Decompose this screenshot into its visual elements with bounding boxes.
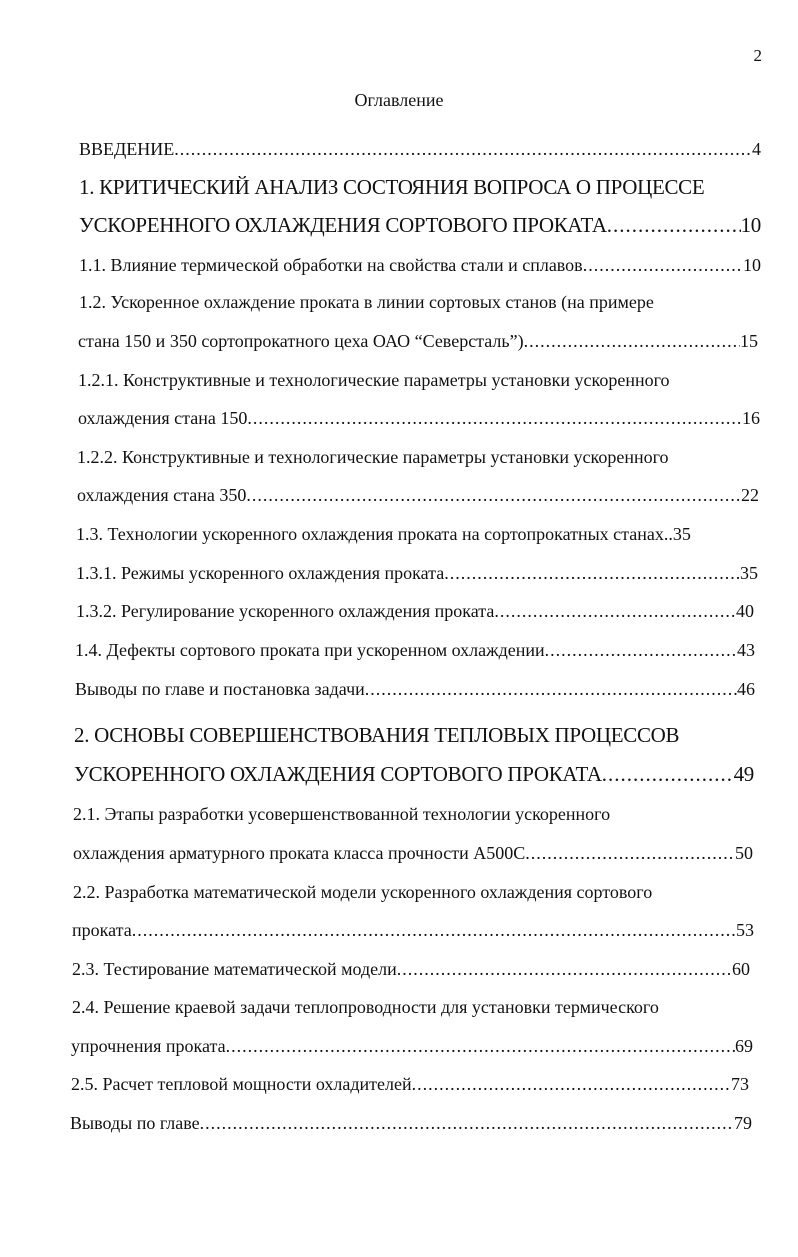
toc-entry-page: 16 xyxy=(742,408,760,428)
toc-entry-page: 35 xyxy=(672,524,691,544)
toc-entry-text: 1.4. Дефекты сортового проката при ускоренном охлаждении xyxy=(75,640,545,660)
toc-entry-text: 1.3.1. Режимы ускоренного охлаждения проката xyxy=(76,563,445,583)
toc-entry-page: 10 xyxy=(740,213,761,237)
toc-leader-dots xyxy=(365,677,737,701)
toc-entry[interactable] xyxy=(72,957,750,981)
toc-entry-page: 35 xyxy=(740,563,758,583)
toc-entry[interactable] xyxy=(76,599,754,623)
toc-entry-text: 1.3.2. Регулирование ускоренного охлаждения проката xyxy=(76,601,495,621)
toc-entry[interactable] xyxy=(77,445,759,469)
toc-entry-page: 10 xyxy=(743,255,761,275)
toc-entry[interactable] xyxy=(75,677,755,701)
toc-entry[interactable] xyxy=(78,368,760,392)
toc-leader-dots xyxy=(200,1111,734,1135)
toc-entry-page: 60 xyxy=(732,959,750,979)
toc-leader-dots xyxy=(397,957,732,981)
toc-entry[interactable] xyxy=(79,137,761,161)
toc-entry-text: проката xyxy=(72,920,132,940)
toc-entry[interactable] xyxy=(71,1072,749,1096)
toc-entry-page: 40 xyxy=(736,601,754,621)
toc-entry-page: 15 xyxy=(740,331,758,351)
toc-entry[interactable] xyxy=(71,1034,753,1058)
toc-entry[interactable] xyxy=(73,802,755,826)
toc-leader-dots xyxy=(174,137,752,161)
toc-leader-dots xyxy=(226,1034,735,1058)
toc-leader-dots xyxy=(545,638,737,662)
toc-entry-text: 1.1. Влияние термической обработки на свойства стали и сплавов xyxy=(79,255,583,275)
toc-leader-dots xyxy=(247,406,742,430)
toc-entry-text: УСКОРЕННОГО ОХЛАЖДЕНИЯ СОРТОВОГО ПРОКАТА xyxy=(74,762,602,786)
toc-entry[interactable] xyxy=(74,723,756,747)
toc-leader-dots xyxy=(525,841,735,865)
toc-leader-dots xyxy=(602,762,734,786)
toc-entry-page: 43 xyxy=(737,640,755,660)
toc-entry[interactable] xyxy=(73,841,753,865)
toc-entry[interactable] xyxy=(79,213,761,237)
toc-leader-dots xyxy=(524,329,740,353)
toc-entry[interactable] xyxy=(79,175,761,199)
toc-entry-text: ВВЕДЕНИЕ xyxy=(79,139,175,159)
toc-entry[interactable] xyxy=(78,406,760,430)
toc-entry[interactable] xyxy=(78,329,758,353)
toc-entry-text: 2.4. Решение краевой задачи теплопроводности для установки термического xyxy=(72,997,659,1017)
toc-entry-text: охлаждения стана 350 xyxy=(77,485,247,505)
toc-entry[interactable] xyxy=(70,1111,752,1135)
toc-entry-page: 69 xyxy=(735,1036,753,1056)
toc-entry-text: 1.2.1. Конструктивные и технологические параметры установки ускоренного xyxy=(78,370,670,390)
toc-entry-text: Выводы по главе и постановка задачи xyxy=(75,679,365,699)
toc-entry-text: 2. ОСНОВЫ СОВЕРШЕНСТВОВАНИЯ ТЕПЛОВЫХ ПРОЦЕССОВ xyxy=(74,723,680,747)
toc-entry[interactable] xyxy=(79,290,761,314)
toc-leader-dots xyxy=(583,253,743,277)
toc-entry-page: 50 xyxy=(735,843,753,863)
toc-entry[interactable] xyxy=(76,522,760,546)
toc-entry-text: 2.2. Разработка математической модели ускоренного охлаждения сортового xyxy=(73,882,653,902)
toc-entry-text: охлаждения арматурного проката класса прочности А500С xyxy=(73,843,526,863)
toc-leader-dots xyxy=(607,213,741,237)
toc-leader-dots xyxy=(444,561,740,585)
toc-entry-text: 1. КРИТИЧЕСКИЙ АНАЛИЗ СОСТОЯНИЯ ВОПРОСА О ПРОЦЕССЕ xyxy=(79,175,705,199)
toc-entry[interactable] xyxy=(72,995,756,1019)
toc-entry-text: стана 150 и 350 сортопрокатного цеха ОАО “Северсталь”) xyxy=(78,331,524,351)
toc-entry[interactable] xyxy=(79,253,761,277)
toc-entry-page: 46 xyxy=(737,679,755,699)
toc-entry-page: 79 xyxy=(734,1113,752,1133)
toc-entry-page: 4 xyxy=(752,139,761,159)
toc-entry-page: 22 xyxy=(741,485,759,505)
toc-leader-dots xyxy=(132,918,736,942)
toc-entry-page: 53 xyxy=(736,920,754,940)
toc-entry[interactable] xyxy=(74,762,754,786)
toc-entry[interactable] xyxy=(75,638,755,662)
page-number: 2 xyxy=(753,46,762,65)
toc-entry-text: 1.2.2. Конструктивные и технологические параметры установки ускоренного xyxy=(77,447,669,467)
toc-entry-text: 2.5. Расчет тепловой мощности охладителей xyxy=(71,1074,412,1094)
toc-entry-page: 73 xyxy=(731,1074,749,1094)
toc-entry[interactable] xyxy=(73,880,755,904)
toc-title: Оглавление xyxy=(354,90,444,110)
toc-leader-dots xyxy=(246,483,741,507)
toc-entry-text: 2.1. Этапы разработки усовершенствованной технологии ускоренного xyxy=(73,804,611,824)
toc-entry[interactable] xyxy=(77,483,759,507)
toc-entry-text: УСКОРЕННОГО ОХЛАЖДЕНИЯ СОРТОВОГО ПРОКАТА xyxy=(79,213,607,237)
toc-entry-text: 1.3. Технологии ускоренного охлаждения проката на сортопрокатных станах.. xyxy=(76,524,673,544)
toc-entry-text: 2.3. Тестирование математической модели xyxy=(72,959,397,979)
toc-entry[interactable] xyxy=(72,918,754,942)
toc-entry-page: 49 xyxy=(733,762,754,786)
toc-leader-dots xyxy=(412,1072,731,1096)
toc-entry-text: Выводы по главе xyxy=(70,1113,200,1133)
toc-entry[interactable] xyxy=(76,561,758,585)
toc-entry-text: упрочнения проката xyxy=(71,1036,226,1056)
toc-leader-dots xyxy=(494,599,736,623)
toc-entry-text: 1.2. Ускоренное охлаждение проката в линии сортовых станов (на примере xyxy=(79,292,654,312)
toc-entry-text: охлаждения стана 150 xyxy=(78,408,248,428)
